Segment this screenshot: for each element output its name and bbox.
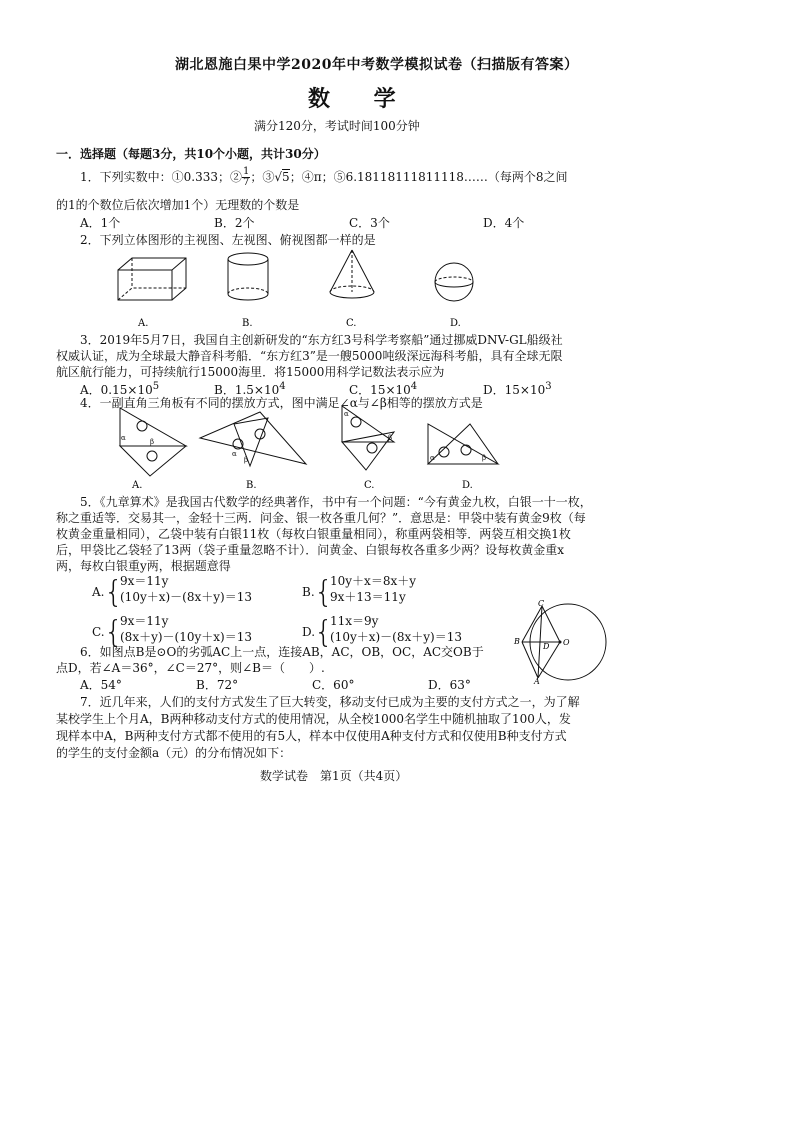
q3-option-a: A．$0.15\times 10^5$ [80,381,160,397]
svg-text:α: α [344,410,349,418]
svg-text:β: β [388,434,393,442]
q1-option-c: C．3个 [349,216,390,230]
q3-option-b: B．$1.5\times 10^4$ [214,381,286,397]
q5-line4: 后，甲袋比乙袋轻了13两（袋子重量忽略不计）．问黄金、白银每枚各重多少两？设每枚黄金重x [56,543,565,557]
q7-line2: 某校学生上个月A，B两种移动支付方式的使用情况，从全校1000名学生中随机抽取了100人，发 [56,712,571,726]
q7-line3: 现样本中A，B两种支付方式都不使用的有5人，样本中仅使用A种支付方式和仅使用B种支付方式 [56,729,567,743]
q3-line2: 权威认证，成为全球最大静音科考船．“东方红3”是一艘5000吨级深远海科考船，具有全球无限 [56,349,563,363]
q2-stem: 2．下列立体图形的主视图、左视图、俯视图都一样的是 [80,233,376,247]
svg-text:β: β [150,438,155,446]
q1-option-b: B．2个 [214,216,255,230]
q6-option-b: B．72° [196,678,239,692]
q6-option-c: C．60° [312,678,355,692]
q4-label-d: D. [462,480,473,491]
cylinder-figure [228,253,268,300]
q6-line1: 6．如图点B是⊙O的劣弧AC上一点，连接AB，AC，OB，OC，AC交OB于 [80,645,484,659]
q5-line3: 枚黄金重量相同），乙袋中装有白银11枚（每枚白银重量相同），称重两袋相等．两袋互相交换1枚 [56,527,571,541]
q1-stem: 1．下列实数中：①0.333；② $\frac{1}{7}$ ；③√5；④π；⑤6.18118111811118……（每两个8之间 [80,166,568,188]
document-title: 湖北恩施白果中学2020年中考数学模拟试卷（扫描版有答案） [175,57,579,73]
q3-line1: 3．2019年5月7日，我国自主创新研发的“东方红3号科学考察船”通过挪威DNV-GL船级社 [80,333,563,347]
q4-stem: 4．一副直角三角板有不同的摆放方式，图中满足∠α与∠β相等的摆放方式是 [80,396,483,410]
q5-line5: 两，每枚白银重y两，根据题意得 [56,559,231,573]
q7-line4: 的学生的支付金额a（元）的分布情况如下： [56,746,292,760]
point-b-label: B [514,637,520,646]
triangle-set-a [120,408,186,476]
q1-option-a: A．1个 [80,216,121,230]
point-o-label: O [563,638,570,647]
q2-label-a: A. [138,318,149,329]
svg-text:α: α [121,434,126,442]
svg-text:α: α [430,454,435,462]
point-a-label: A [534,677,540,684]
q5-line1: 5．《九章算术》是我国古代数学的经典著作，书中有一个问题：“今有黄金九枚，白银一十一枚， [80,495,592,509]
q4-triangles-figure [110,404,510,492]
sphere-figure [435,263,473,301]
page-footer: 数学试卷 第1页（共4页） [260,769,408,783]
q2-solids-figure [100,248,520,330]
q6-circle-figure [508,598,608,684]
sqrt-sign: √ [274,170,283,184]
q2-label-d: D. [450,318,461,329]
q3-option-d: D．$15\times 10^3$ [483,381,552,397]
fraction: $\frac{1}{7}$ [243,166,250,188]
q6-option-d: D．63° [428,678,471,692]
q2-label-c: C. [346,318,357,329]
point-d-label: D [543,642,550,651]
q3-option-c: C．$15\times 10^4$ [349,381,418,397]
triangle-set-d [428,424,498,464]
svg-text:β: β [482,454,487,462]
q5-line2: 称之重适等．交易其一，金轻十三两．问金、银一枚各重几何？”．意思是：甲袋中装有黄金9枚（每 [56,511,586,525]
q4-label-b: B. [246,480,257,491]
subject-title: 数 学 [308,86,414,112]
triangle-set-b [200,412,306,466]
q6-option-a: A．54° [80,678,122,692]
q1-option-d: D．4个 [483,216,525,230]
triangle-set-c [342,406,394,470]
point-c-label: C [538,599,545,608]
cone-figure [330,250,374,298]
cuboid-figure [118,258,186,300]
q3-line3: 航区航行能力，可持续航行15000海里．将15000用科学记数法表示应为 [56,365,445,379]
exam-info: 满分120分，考试时间100分钟 [254,119,420,133]
svg-text:β: β [244,456,249,464]
q7-line1: 7．近几年来，人们的支付方式发生了巨大转变，移动支付已成为主要的支付方式之一，为了解 [80,695,580,709]
section-heading: 一．选择题（每题3分，共10个小题，共计30分） [56,147,326,161]
q4-label-a: A. [132,480,143,491]
svg-text:α: α [232,450,237,458]
q4-label-c: C. [364,480,375,491]
q6-line2: 点D，若∠A＝36°，∠C＝27°，则∠B＝（ ）. [56,661,325,675]
q1-stem-line2: 的1的个数位后依次增加1个）无理数的个数是 [56,198,300,212]
q2-label-b: B. [242,318,253,329]
